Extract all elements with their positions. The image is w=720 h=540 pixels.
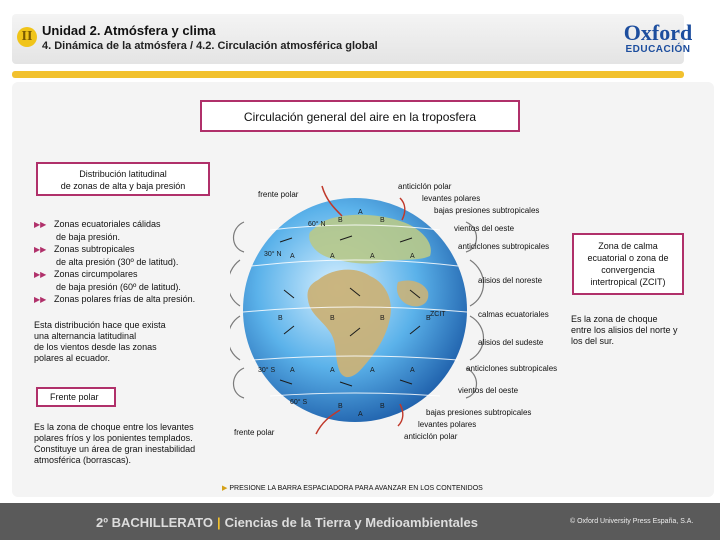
list-item: ▶▶ Zonas subtropicales xyxy=(34,244,135,254)
list-item: ▶▶ Zonas ecuatoriales cálidas xyxy=(34,219,161,229)
list-item: ▶▶ Zonas circumpolares xyxy=(34,269,138,279)
footer-separator: | xyxy=(216,515,221,530)
label-alisios-noreste: alisios del noreste xyxy=(478,276,543,285)
label-calmas-ecuatoriales: calmas ecuatoriales xyxy=(478,310,549,319)
zcit-paragraph: Es la zona de choque entre los alisios del norte y los del sur. xyxy=(571,314,678,346)
header-bar xyxy=(12,14,684,64)
label-vientos-oeste-bottom: vientos del oeste xyxy=(458,386,519,395)
bullet-arrow-icon: ▶▶ xyxy=(34,295,47,304)
lat-60n: 60° N xyxy=(308,221,326,228)
mark-a: A xyxy=(290,253,295,260)
pressure-zones-list xyxy=(34,218,234,306)
play-icon: ▶ xyxy=(222,485,228,492)
lat-30n: 30° N xyxy=(264,251,282,258)
label-levantes-polares-bottom: levantes polares xyxy=(418,420,477,429)
course-label: 2º BACHILLERATO | Ciencias de la Tierra y Medioambientales xyxy=(96,515,478,530)
mark-b: B xyxy=(380,217,385,224)
global-circulation-diagram xyxy=(230,182,570,442)
label-levantes-polares-top: levantes polares xyxy=(422,194,481,203)
advance-prompt: ▶ PRESIONE LA BARRA ESPACIADORA PARA AVANZAR EN LOS CONTENIDOS xyxy=(222,485,483,492)
label-anticiclones-subtrop-bottom: anticiclones subtropicales xyxy=(466,364,558,373)
unit-title: Unidad 2. Atmósfera y clima xyxy=(42,23,216,38)
list-item-cont: de baja presión (60º de latitud). xyxy=(56,282,181,292)
polar-front-box: Frente polar xyxy=(36,387,116,407)
unit-number-badge: II xyxy=(17,27,37,47)
footer-bar xyxy=(0,503,720,540)
logo-brand: Oxford xyxy=(623,20,693,45)
list-item-cont: de baja presión. xyxy=(56,232,121,242)
mark-a: A xyxy=(410,253,415,260)
label-anticiclon-polar-top: anticiclón polar xyxy=(398,182,452,191)
zcit-box: Zona de calma ecuatorial o zona de convergencia intertropical (ZCIT) xyxy=(572,233,684,295)
mark-b: B xyxy=(338,217,343,224)
copyright: © Oxford University Press España, S.A. xyxy=(570,518,694,525)
label-bajas-presiones-top: bajas presiones subtropicales xyxy=(434,206,540,215)
bullet-arrow-icon: ▶▶ xyxy=(34,270,47,279)
mark-b: B xyxy=(338,403,343,410)
mark-a: A xyxy=(358,411,363,418)
lat-60s: 60° S xyxy=(290,399,308,406)
list-item-cont: de alta presión (30º de latitud). xyxy=(56,257,179,267)
mark-a: A xyxy=(330,253,335,260)
mark-a: A xyxy=(370,253,375,260)
label-alisios-sudeste: alisios del sudeste xyxy=(478,338,544,347)
label-anticiclon-polar-bottom: anticiclón polar xyxy=(404,432,458,441)
oxford-logo xyxy=(618,22,698,55)
mark-a: A xyxy=(370,367,375,374)
unit-subtitle: 4. Dinámica de la atmósfera / 4.2. Circulación atmosférica global xyxy=(42,40,378,52)
list-item: ▶▶ Zonas polares frías de alta presión. xyxy=(34,294,196,304)
alternation-paragraph: Esta distribución hace que exista una alternancia latitudinal de los vientos desde las zonas polares al ecuador. xyxy=(34,320,166,363)
pressure-distribution-box xyxy=(36,162,210,196)
mark-b: B xyxy=(380,403,385,410)
logo-sub: EDUCACIÓN xyxy=(625,44,691,55)
label-frente-polar-top: frente polar xyxy=(258,190,299,199)
pressure-box-line2: de zonas de alta y baja presión xyxy=(60,181,186,191)
mark-b: B xyxy=(330,315,335,322)
label-anticiclones-subtrop-top: anticiclones subtropicales xyxy=(458,242,550,251)
label-vientos-oeste-top: vientos del oeste xyxy=(454,224,515,233)
slide-title: Circulación general del aire en la troposfera xyxy=(200,100,520,132)
mark-b: B xyxy=(380,315,385,322)
mark-b: B xyxy=(278,315,283,322)
mark-a: A xyxy=(330,367,335,374)
bullet-arrow-icon: ▶▶ xyxy=(34,245,47,254)
mark-a: A xyxy=(290,367,295,374)
mark-a: A xyxy=(358,209,363,216)
header-divider xyxy=(12,71,684,78)
bullet-arrow-icon: ▶▶ xyxy=(34,220,47,229)
mark-b: B xyxy=(426,315,431,322)
zcit-label: ZCIT xyxy=(430,311,446,318)
label-frente-polar-bottom: frente polar xyxy=(234,428,275,437)
polar-front-paragraph: Es la zona de choque entre los levantes polares fríos y los ponientes templados. Constituye un área de gran inestabilidad atmosférica (borrascas). xyxy=(34,422,196,465)
pressure-box-line1: Distribución latitudinal xyxy=(79,169,167,179)
label-bajas-presiones-bottom: bajas presiones subtropicales xyxy=(426,408,532,417)
lat-30s: 30° S xyxy=(258,367,276,374)
mark-a: A xyxy=(410,367,415,374)
